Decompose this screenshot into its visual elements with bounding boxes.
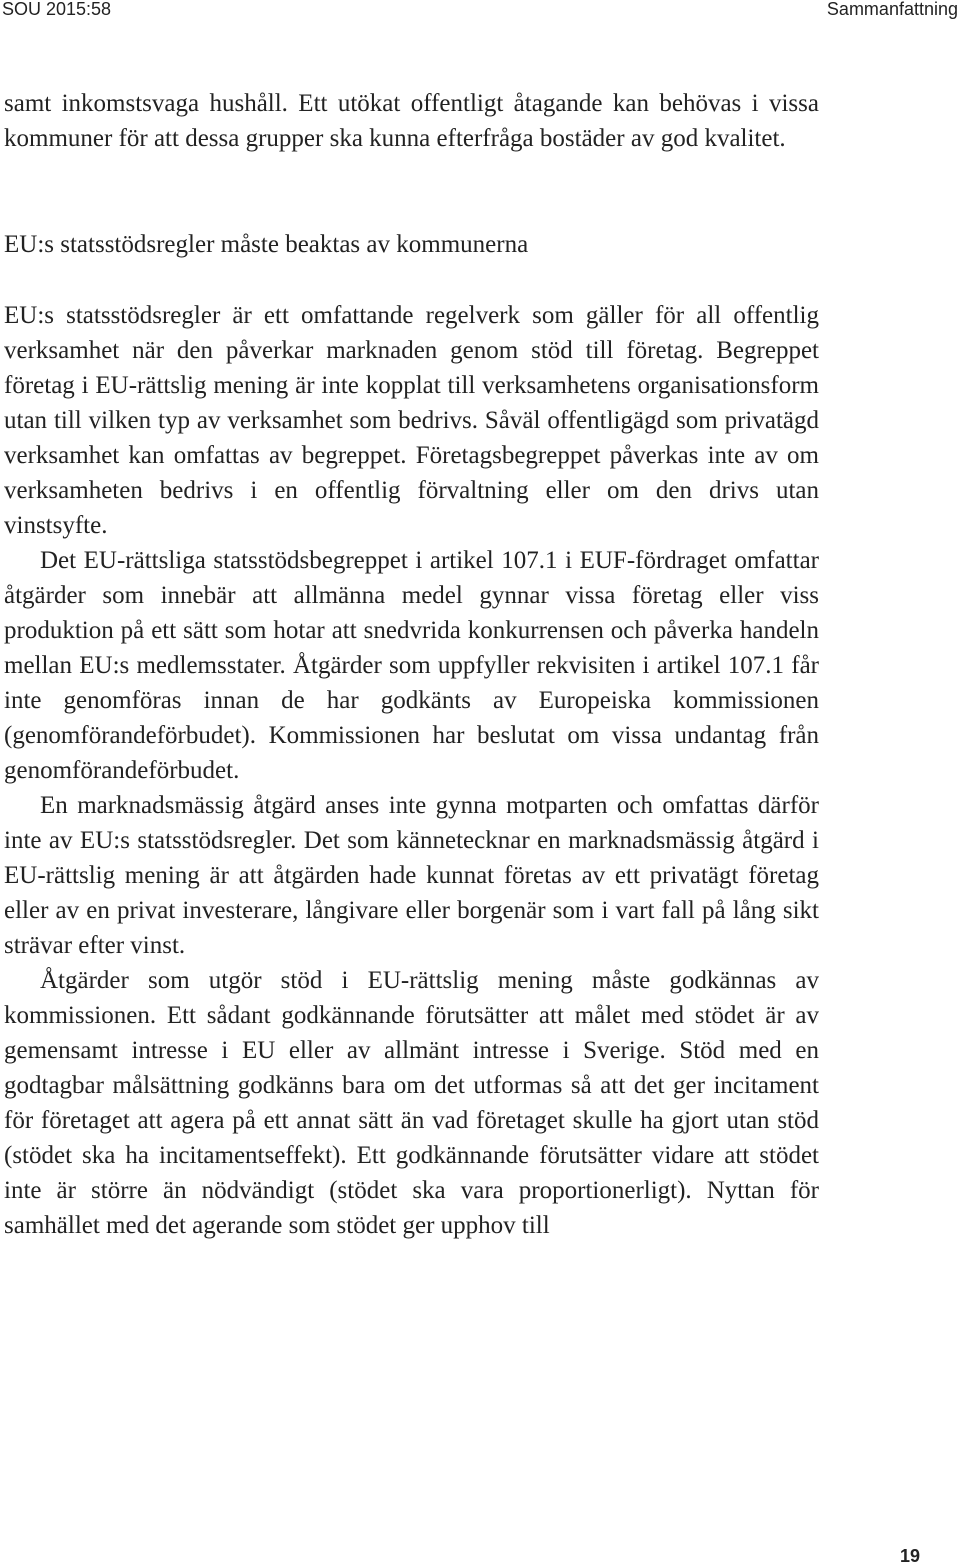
paragraph-2: Det EU-rättsliga statsstödsbegreppet i artikel 107.1 i EUF-fördraget omfattar åtgärder som innebär att allmänna medel gynnar vissa företag eller viss produktion på ett sätt som hotar att snedvrida konkurrensen och påverka handeln mellan EU:s medlemsstater. Åtgärder som uppfyller rekvisiten i artikel 107.1 får inte genomföras innan de har godkänts av Europeiska kommissionen (genomförandeförbudet). Kommissionen har beslutat om vissa undantag från genomförandeförbudet. [4,547,819,784]
page-number: 19 [899,1546,920,1566]
running-header [0,0,960,22]
paragraph-1: EU:s statsstödsregler är ett omfattande regelverk som gäller för all offentlig verksamhet när den påverkar marknaden genom stöd till företag. Begreppet företag i EU-rättslig mening är inte kopplat till verksamhetens organisationsform utan till vilken typ av verksamhet som bedrivs. Såväl offentligägd som privatägd verksamhet kan omfattas av begreppet. Företagsbegreppet påverkas inte av om verksamheten bedrivs i en offentlig förvaltning eller om den drivs utan vinstsyfte. [4,302,819,539]
chapter-title: Sammanfattning [826,0,958,19]
report-series-number: SOU 2015:58 [2,0,112,19]
intro-paragraph: samt inkomstsvaga hushåll. Ett utökat offentligt åtagande kan behövas i vissa kommuner för att dessa grupper ska kunna efterfråga bostäder av god kvalitet. [4,90,819,152]
paragraph-3: En marknadsmässig åtgärd anses inte gynna motparten och omfattas därför inte av EU:s statsstödsregler. Det som kännetecknar en marknadsmässig åtgärd i EU-rättslig mening är att åtgärden hade kunnat företas av ett privatägt företag eller av en privat investerare, långivare eller borgenär som i vart fall på lång sikt strävar efter vinst. [4,792,819,959]
page-body [4,86,819,1243]
paragraph-4: Åtgärder som utgör stöd i EU-rättslig mening måste godkännas av kommissionen. Ett sådant godkännande förutsätter att målet med stödet är av gemensamt intresse i EU eller av allmänt intresse i Sverige. Stöd med en godtagbar målsättning godkänns bara om det utformas så att det ger incitament för företaget att agera på ett annat sätt än vad företaget skulle ha gjort utan stöd (stödet ska ha incitamentseffekt). Ett godkännande förutsätter vidare att stödet inte är större än nödvändigt (stödet ska vara proportionerligt). Nyttan för samhället med det agerande som stödet ger upphov till [4,967,819,1239]
section-heading: EU:s statsstödsregler måste beaktas av kommunerna [4,231,529,258]
